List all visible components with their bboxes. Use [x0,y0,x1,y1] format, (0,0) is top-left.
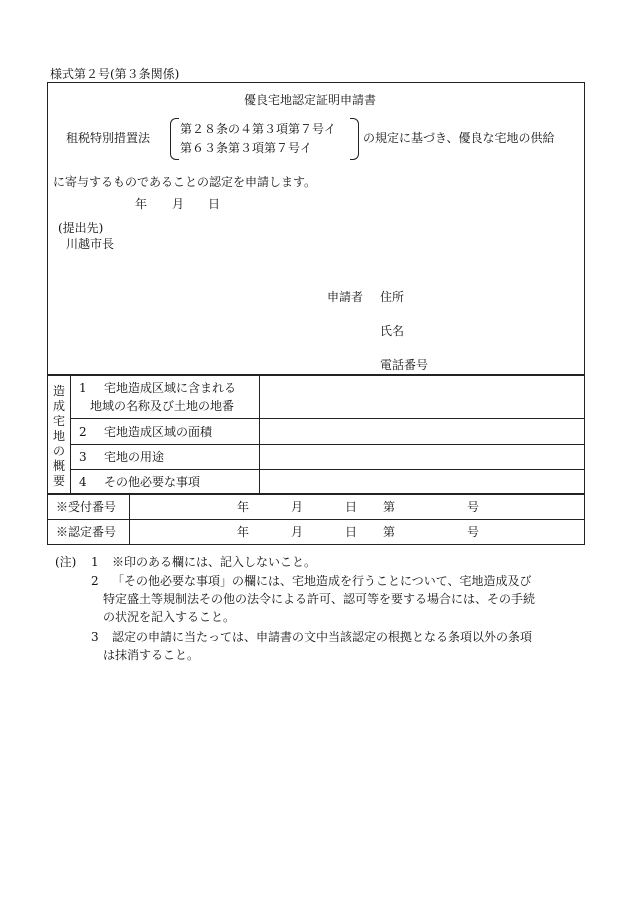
certification-label: ※認定番号 [56,525,117,539]
note-2-line: 特定盛土等規制法その他の法令による許可、認可等を要する場合には、その手続 [103,592,536,606]
overview-heading-char: 要 [52,474,65,488]
overview-row-divider-3 [70,469,585,470]
overview-heading-char: 概 [52,459,65,473]
applicant-phone-label: 電話番号 [380,358,429,372]
left-bracket [170,118,179,160]
form-label: 様式第２号(第３条関係) [50,67,180,81]
law-option-2: 第６３条第３項第７号イ [180,141,313,155]
certification-year: 年 [237,525,250,539]
certification-dai: 第 [383,525,396,539]
applicant-address-label: 住所 [380,290,405,304]
applicant-name-label: 氏名 [380,324,405,338]
overview-heading-char: 地 [52,429,65,443]
request-line2: に寄与するものであることの認定を申請します。 [53,175,317,189]
note-1-line: ※印のある欄には、記入しないこと。 [112,555,317,569]
overview-row-4-num: 4 [79,475,87,489]
overview-heading-char: 成 [52,399,65,413]
overview-row-3-label: 宅地の用途 [104,450,165,464]
submit-to: 川越市長 [66,237,115,251]
law-name: 租税特別措置法 [66,131,151,145]
note-2-line: の状況を記入すること。 [103,610,236,624]
right-bracket [350,118,359,160]
certification-go: 号 [467,525,480,539]
overview-row-1-line1: 宅地造成区域に含まれる [104,381,237,395]
note-2-line: 「その他必要な事項」の欄には、宅地造成を行うことについて、宅地造成及び [112,574,532,588]
office-use-row-divider [47,519,585,520]
receipt-year: 年 [237,500,250,514]
overview-heading-char: 宅 [52,414,65,428]
overview-row-1-line2: 地域の名称及び土地の地番 [90,399,235,413]
overview-row-divider-2 [70,444,585,445]
certification-day: 日 [345,525,358,539]
overview-row-4-label: その他必要な事項 [104,475,201,489]
overview-row-3-num: 3 [79,450,87,464]
receipt-day: 日 [345,500,358,514]
submit-to-label: (提出先) [58,221,104,235]
receipt-go: 号 [467,500,480,514]
date-year: 年 [135,197,148,211]
overview-row-divider-1 [70,418,585,419]
note-3-num: 3 [91,630,99,644]
note-1-num: 1 [91,555,99,569]
applicant-label: 申請者 [327,290,364,304]
note-3-line: は抹消すること。 [103,648,200,662]
overview-row-2-num: 2 [79,425,87,439]
notes-label: (注) [55,555,77,569]
law-option-1: 第２８条の４第３項第７号イ [180,122,337,136]
note-3-line: 認定の申請に当たっては、申請書の文中当該認定の根拠となる条項以外の条項 [112,630,533,644]
form-title: 優良宅地認定証明申請書 [244,93,377,107]
overview-heading-divider [70,375,71,494]
date-month: 月 [172,197,185,211]
overview-heading-char: の [52,444,65,458]
receipt-month: 月 [291,500,304,514]
overview-row-2-label: 宅地造成区域の面積 [104,425,213,439]
note-2-num: 2 [91,574,99,588]
certification-month: 月 [291,525,304,539]
overview-heading-char: 造 [52,384,65,398]
overview-value-divider [259,375,260,494]
receipt-label: ※受付番号 [56,500,117,514]
date-day: 日 [208,197,221,211]
receipt-dai: 第 [383,500,396,514]
overview-row-1-num: 1 [79,381,87,395]
request-line1-suffix: の規定に基づき、優良な宅地の供給 [363,131,555,145]
overview-heading [52,384,66,489]
